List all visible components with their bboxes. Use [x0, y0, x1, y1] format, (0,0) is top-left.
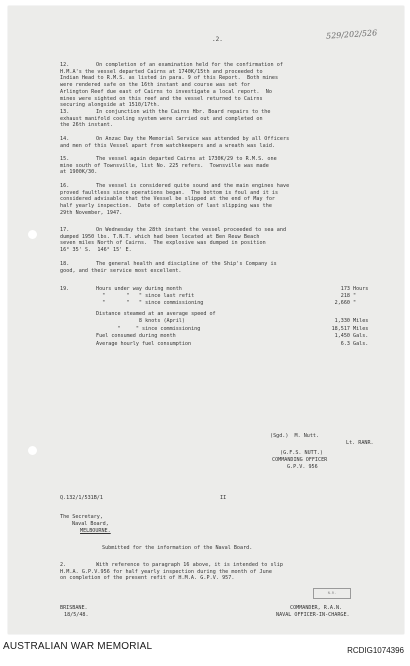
document-page	[8, 6, 404, 634]
paragraph-line: the 26th instant.	[60, 122, 113, 129]
paragraph-line: H.M.A's the vessel departed Cairns at 1740K/15th and proceeded to	[60, 68, 263, 75]
stats-label: " " since commissioning	[96, 326, 201, 332]
paragraph-line: 16° 35' S. 146° 15' E.	[60, 247, 132, 254]
signed-line: (Sgd.) M. Nutt.	[270, 433, 320, 439]
stats-label: Distance steamed at an average speed of	[96, 311, 216, 317]
stats-unit: Gals.	[353, 341, 369, 347]
minute-paragraph-line: on completion of the present refit of H.M.A. G.P.V. 957.	[60, 575, 235, 582]
stats-unit: Gals.	[353, 333, 369, 339]
paragraph-line: at 1900K/30.	[60, 169, 98, 176]
paragraph-line: mine south of Townsville, list No. 225 refers. Townsville was made	[60, 162, 269, 169]
footer-record-id: RCDIG1074396	[347, 646, 404, 655]
signer-rank: Lt. RANR.	[346, 440, 374, 446]
signer-ship: G.P.V. 956	[287, 464, 318, 470]
minute-ref: Q.132/1/531B/1	[60, 495, 103, 501]
stats-value: 18,517	[331, 326, 350, 332]
stats-value: 173	[340, 286, 350, 292]
date-line: 18/5/48.	[64, 612, 89, 618]
handwritten-reference: 529/202/526	[325, 28, 378, 41]
paragraph-number: 12.	[60, 62, 70, 68]
stats-label: " " " since last refit	[96, 293, 195, 299]
paragraph-number: 14.	[60, 136, 70, 142]
minute-paragraph-line: With reference to paragraph 16 above, it is intended to slip	[96, 562, 284, 568]
paragraph-line: The vessel again departed Cairns at 1730K/29 to R.M.S. one	[96, 156, 277, 162]
stats-label: 8 knots (April)	[96, 318, 185, 324]
paragraph-line: mines were sighted on this reef and the vessel returned to Cairns	[60, 95, 263, 102]
stats-label: " " " since commissioning	[96, 300, 204, 306]
signer-name: (G.F.S. NUTT.)	[280, 450, 323, 456]
punch-hole	[28, 446, 37, 455]
stats-label: Hours under way during month	[96, 286, 182, 292]
stats-unit: Miles	[353, 326, 369, 332]
paragraph-number: 13.	[60, 109, 70, 115]
stats-label: Fuel consumed during month	[96, 333, 176, 339]
paragraph-line: good, and their service most excellent.	[60, 267, 182, 274]
submitted-line: Submitted for the information of the Naval Board.	[102, 545, 253, 551]
paragraph-line: In conjunction with the Cairns Hbr. Board repairs to the	[96, 109, 271, 115]
punch-hole	[28, 230, 37, 239]
paragraph-line: exhaust manifold cooling system were carried out and completed on	[60, 115, 263, 122]
paragraph-line: On Anzac Day the Memorial Service was attended by all Officers	[96, 136, 290, 142]
paragraph-line: The general health and discipline of the Ship's Company is	[96, 261, 277, 267]
paragraph-line: dumped 1950 lbs. T.N.T. which had been located at Ben Reuw Beach	[60, 233, 260, 240]
place-line: BRISBANE.	[60, 605, 88, 611]
stats-value: 218	[340, 293, 350, 299]
minute-numeral: II	[220, 495, 227, 501]
paragraph-line: were rendered safe on the 16th instant and course was set for	[60, 82, 251, 89]
paragraph-line: On completion of an examination held for the confirmation of	[96, 62, 284, 68]
faded-stamp: N.R.	[313, 588, 351, 599]
stats-unit: Hours	[353, 286, 369, 292]
paragraph-number: 18.	[60, 261, 70, 267]
paragraph-line: Arlington Reef due east of Cairns to investigate a local report. No	[60, 88, 272, 95]
paragraph-line: The vessel is considered quite sound and the main engines have	[96, 183, 290, 189]
stats-unit: Miles	[353, 318, 369, 324]
commander-line: COMMANDER, R.A.N.	[290, 605, 343, 611]
paragraph-line: Indian Head to R.M.S. as listed in para. 9 of this Report. Both mines	[60, 75, 279, 82]
footer-awm-label: AUSTRALIAN WAR MEMORIAL	[3, 641, 153, 652]
stats-value: 6.3	[340, 341, 350, 347]
paragraph-number: 15.	[60, 156, 70, 162]
paragraph-line: seven miles North of Cairns. The explosive was dumped in position	[60, 240, 266, 247]
minute-para-num: 2.	[60, 562, 67, 568]
paragraph-line: 29th November, 1947.	[60, 209, 123, 216]
stats-value: 1,330	[334, 318, 350, 324]
stats-value: 2,660	[334, 300, 350, 306]
page-number: .2.	[212, 36, 223, 43]
minute-paragraph-line: H.M.A. G.P.V.956 for half yearly inspection during the month of June	[60, 568, 272, 575]
addressee-line-3: MELBOURNE.	[80, 528, 111, 534]
stats-label: Average hourly fuel consumption	[96, 341, 192, 347]
paragraph-number: 16.	[60, 183, 70, 189]
stats-number: 19.	[60, 286, 70, 292]
paragraph-number: 17.	[60, 227, 70, 233]
paragraph-line: half yearly inspection. Date of completion of last slipping was the	[60, 203, 272, 210]
naval-officer-line: NAVAL OFFICER-IN-CHARGE.	[276, 612, 350, 618]
paragraph-line: On Wednesday the 28th instant the vessel proceeded to sea and	[96, 227, 287, 233]
stats-value: 1,450	[334, 333, 350, 339]
paragraph-line: securing alongside at 1510/17th.	[60, 102, 160, 109]
paragraph-line: and men of this Vessel apart from watchkeepers and a wreath was laid.	[60, 142, 276, 149]
stats-unit: "	[353, 300, 357, 306]
addressee-line-2: Naval Board,	[72, 521, 109, 527]
stats-unit: "	[353, 293, 357, 299]
paragraph-line: considered advisable that the Vessel be slipped at the end of May for	[60, 196, 276, 203]
paragraph-line: proved faultless since operations began. The bottom is foul and it is	[60, 189, 279, 196]
addressee-line-1: The Secretary,	[60, 514, 103, 520]
signer-title: COMMANDING OFFICER	[272, 457, 328, 463]
